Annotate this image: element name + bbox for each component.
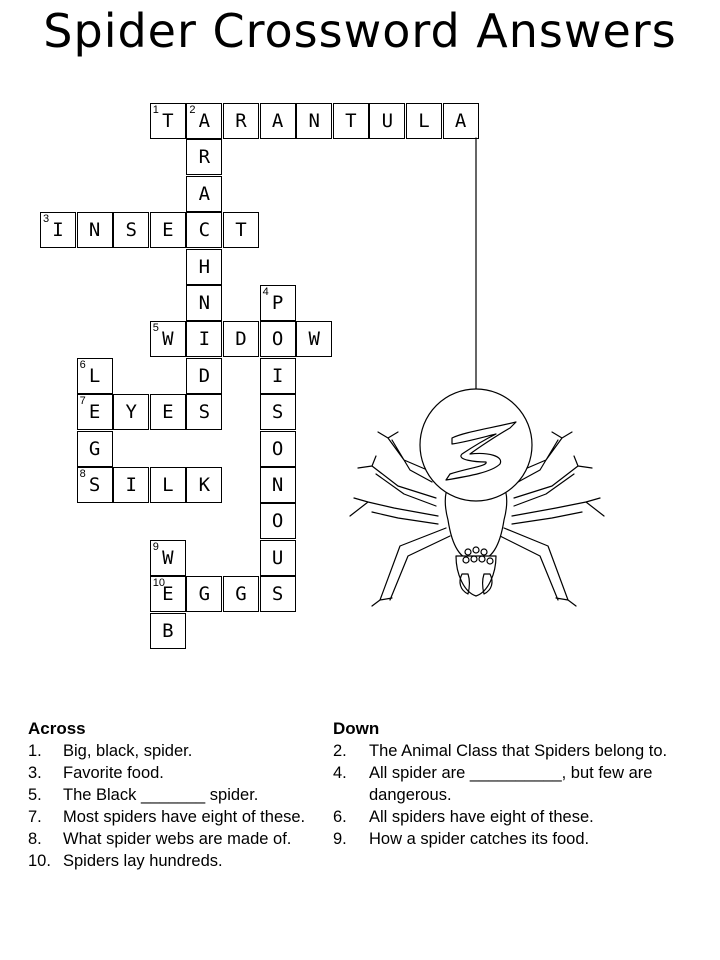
clue-text: All spider are __________, but few are dangerous. [369,764,653,804]
cell-letter: C [198,219,211,242]
clue-number: 2 [189,104,196,116]
cell-letter: S [271,583,284,606]
across-clue [28,762,318,784]
cell-letter: R [235,110,247,132]
clue-num: 7. [28,808,42,826]
cell-letter: E [162,583,174,606]
cell-letter: W [308,328,320,351]
down-heading: Down [333,719,380,738]
cell-letter: N [198,292,211,314]
cell-letter: W [162,328,174,351]
clue-text: Spiders lay hundreds. [63,852,223,870]
cell-letter: L [418,110,430,132]
cell-letter: O [271,437,284,460]
cell-letter: E [162,401,174,424]
clue-num: 2. [333,742,347,760]
cell-letter: U [271,546,284,569]
clue-text: Big, black, spider. [63,742,193,760]
clue-text: Favorite food. [63,764,164,782]
clue-num: 6. [333,808,347,826]
cell-letter: N [271,474,284,496]
across-clue [28,784,318,806]
across-heading: Across [28,719,86,738]
clue-number: 8 [79,468,86,480]
across-clue-list [28,740,318,872]
clue-num: 8. [28,830,42,848]
cell-letter: G [235,583,247,606]
down-clue [333,828,713,850]
cell-letter: E [88,401,101,424]
across-clue [28,806,318,828]
page-title: Spider Crossword Answers [43,4,677,58]
cell-letter: K [198,474,211,496]
clue-text: All spiders have eight of these. [369,808,594,826]
down-clues [333,718,713,850]
cell-letter: W [162,546,174,569]
across-clue [28,740,318,762]
clue-num: 4. [333,764,347,782]
clue-text: Most spiders have eight of these. [63,808,306,826]
cell-letter: A [271,110,284,132]
clue-number: 5 [152,322,159,335]
cell-letter: T [345,110,357,132]
cell-letter: O [271,328,284,351]
spider-head [456,556,496,596]
cell-letter: S [125,219,137,242]
cell-letter: B [162,619,174,642]
clue-num: 1. [28,742,42,760]
clue-text: How a spider catches its food. [369,830,590,848]
cell-letter: G [88,437,101,460]
cell-letter: N [88,219,101,242]
clue-number: 7 [79,395,86,408]
cell-letter: T [235,219,247,242]
cell-letter: A [198,110,211,132]
cell-letter: I [125,474,137,496]
cell-letter: O [271,510,284,533]
cell-letter: E [162,219,174,242]
clue-num: 9. [333,830,347,848]
down-clue [333,740,713,762]
cell-letter: R [198,146,211,169]
cell-letter: H [198,255,211,278]
across-clue [28,850,318,872]
clue-number: 6 [79,358,86,371]
clue-number: 3 [43,213,50,226]
cell-letter: D [235,328,247,351]
cell-letter: S [271,401,284,424]
cell-letter: S [88,474,101,496]
cell-letter: I [271,364,284,387]
cell-letter: S [198,401,211,424]
cell-letter: D [198,364,211,387]
clue-number: 4 [262,286,269,298]
cell-letter: A [198,182,211,205]
clue-number: 1 [152,104,159,116]
cell-letter: Y [125,401,137,424]
clue-num: 10. [28,852,51,870]
cell-letter: I [52,219,64,242]
down-clue [333,806,713,828]
clue-text: The Animal Class that Spiders belong to. [369,742,668,760]
clue-num: 3. [28,764,42,782]
cell-letter: L [88,364,101,387]
clue-number: 9 [152,540,159,553]
cell-letter: N [308,110,320,132]
cell-letter: P [271,292,284,314]
across-clues [28,718,318,872]
down-clue [333,762,713,806]
cell-letter: U [381,110,394,132]
clue-number: 10 [152,577,166,590]
across-clue [28,828,318,850]
cell-letter: I [198,328,211,351]
cell-letter: A [454,110,467,132]
down-clue-list [333,740,713,850]
cell-letter: L [162,474,174,496]
clue-text: What spider webs are made of. [63,830,292,848]
clue-text: The Black _______ spider. [63,786,259,804]
cell-letter: G [198,583,211,606]
cell-letter: T [162,110,174,132]
clue-num: 5. [28,786,42,804]
